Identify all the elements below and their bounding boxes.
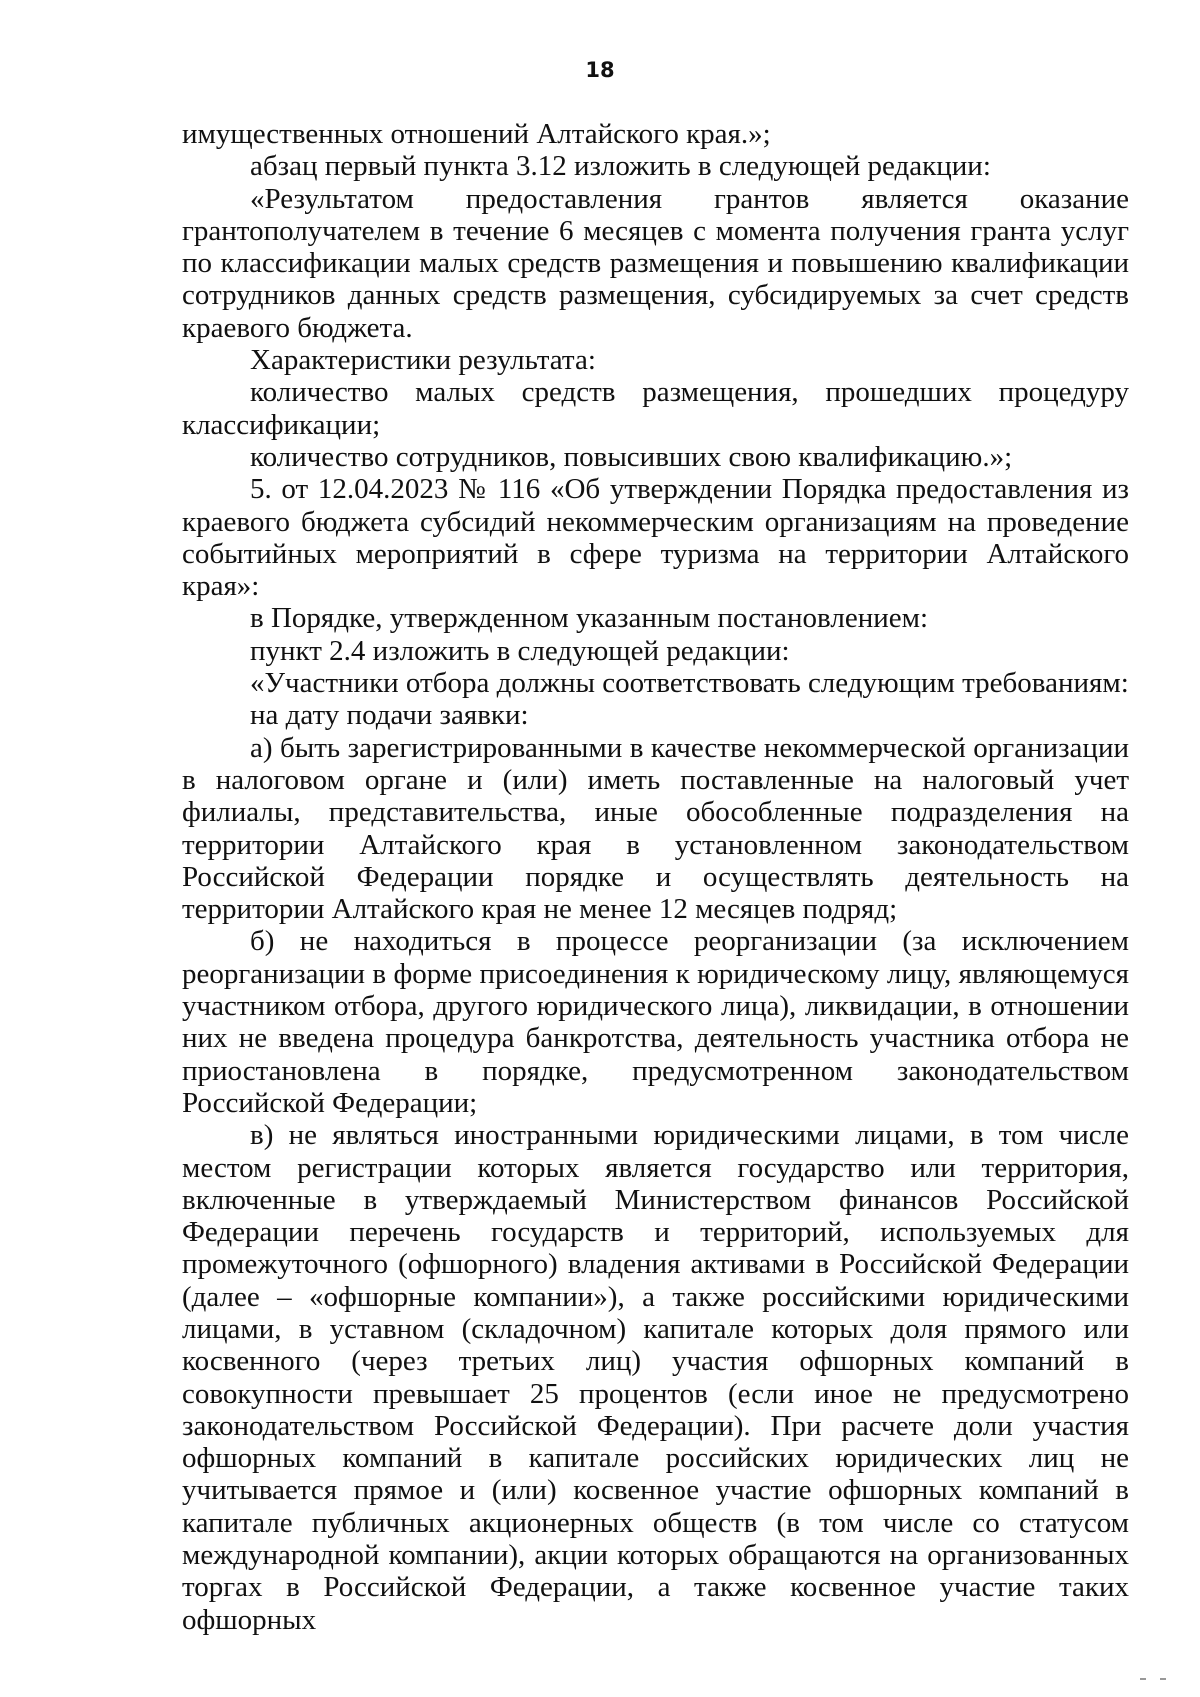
document-body [182, 118, 1129, 1636]
paragraph: в Порядке, утвержденном указанным постановлением: [250, 602, 929, 635]
paragraph: абзац первый пункта 3.12 изложить в следующей редакции: [250, 150, 991, 183]
scan-artifact [1160, 1678, 1166, 1680]
paragraph: количество сотрудников, повысивших свою квалификацию.»; [250, 440, 1013, 473]
paragraph: б) не находиться в процессе реорганизации (за исключением реорганизации в форме присоединения к юридическому лицу, являющемуся участником отбора, другого юридического лица), ликвидации, в отношении них не введена процедура банкротства, деятельность участника отбора не приостановлена в порядке, предусмотренном законодательством Российской Федерации; [182, 925, 1129, 1119]
paragraph: «Участники отбора должны соответствовать следующим требованиям: [250, 667, 1129, 700]
paragraph: 5. от 12.04.2023 № 116 «Об утверждении Порядка предоставления из краевого бюджета субсидий некоммерческим организациям на проведение событийных мероприятий в сфере туризма на территории Алтайского края»: [182, 473, 1129, 603]
paragraph: а) быть зарегистрированными в качестве некоммерческой организации в налоговом органе и (или) иметь поставленные на налоговый учет филиалы, представительства, иные обособленные подразделения на территории Алтайского края в установленном законодательством Российской Федерации порядке и осуществлять деятельность на территории Алтайского края не менее 12 месяцев подряд; [182, 731, 1129, 926]
paragraph: «Результатом предоставления грантов является оказание грантополучателем в течение 6 месяцев с момента получения гранта услуг по классификации малых средств размещения и повышению квалификации сотрудников данных средств размещения, субсидируемых за счет средств краевого бюджета. [182, 182, 1129, 344]
paragraph: пункт 2.4 изложить в следующей редакции: [250, 634, 790, 667]
scan-artifact [1140, 1678, 1146, 1680]
paragraph: количество малых средств размещения, прошедших процедуру классификации; [182, 376, 1129, 441]
paragraph: имущественных отношений Алтайского края.»; [182, 118, 771, 150]
paragraph: в) не являться иностранными юридическими лицами, в том числе местом регистрации которых является государство или территория, включенные в утверждаемый Министерством финансов Российской Федерации перечень государств и территорий, используемых для промежуточного (офшорного) владения активами в Российской Федерации (далее – «офшорные компании»), а также российскими юридическими лицами, в уставном (складочном) капитале которых доля прямого или косвенного (через третьих лиц) участия офшорных компаний в совокупности превышает 25 процентов (если иное не предусмотрено законодательством Российской Федерации). При расчете доли участия офшорных компаний в капитале российских юридических лиц не учитывается прямое и (или) косвенное участие офшорных компаний в капитале публичных акционерных обществ (в том числе со статусом международной компании), акции которых обращаются на организованных торгах в Российской Федерации, а также косвенное участие таких офшорных [182, 1119, 1129, 1636]
paragraph: Характеристики результата: [250, 344, 596, 377]
paragraph: на дату подачи заявки: [250, 699, 529, 732]
page-number: 18 [585, 58, 615, 82]
